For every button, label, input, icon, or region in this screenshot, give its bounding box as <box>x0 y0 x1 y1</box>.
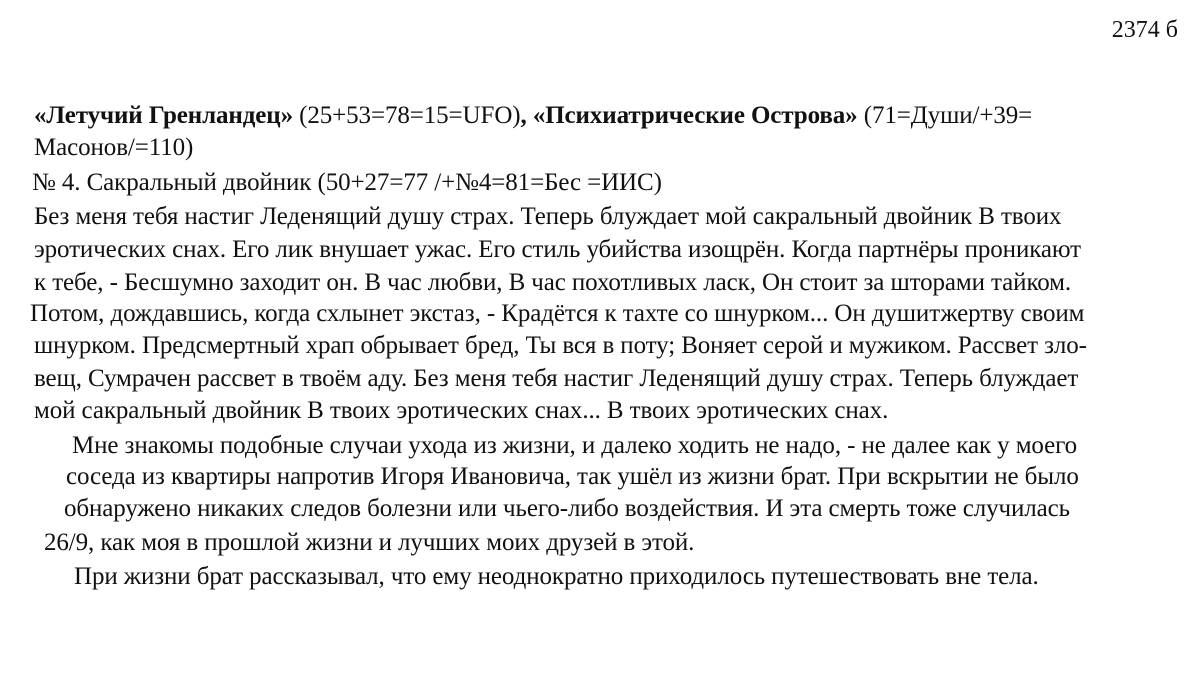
paragraph-line: 26/9, как моя в прошлой жизни и лучших моих друзей в этой. <box>44 529 695 556</box>
poem-line: шнурком. Предсмертный храп обрывает бред, Ты вся в поту; Воняет серой и мужиком. Рассвет зло- <box>34 332 1087 359</box>
poem-line: мой сакральный двойник В твоих эротических снах... В твоих эротических снах. <box>34 397 889 424</box>
poem-line: к тебе, - Бесшумно заходит он. В час любви, В час похотливых ласк, Он стоит за шторами тайком. <box>34 269 1072 296</box>
poem-line: Потом, дождавшись, когда схлынет экстаз, - Крадётся к тахте со шнурком... Он душитжертву своим <box>30 300 1085 327</box>
paragraph-line: соседа из квартиры напротив Игоря Ивановича, так ушёл из жизни брат. При вскрытии не было <box>66 463 1079 490</box>
poem-line: вещ, Сумрачен рассвет в твоём аду. Без меня тебя настиг Леденящий душу страх. Теперь блуждает <box>34 365 1079 392</box>
poem-line: эротических снах. Его лик внушает ужас. Его стиль убийства изощрён. Когда партнёры проникают <box>34 236 1081 263</box>
heading-title-2: «Психиатрические Острова» <box>532 102 858 129</box>
heading-line-1 <box>34 101 1032 131</box>
heading-formula-1: (25+53=78=15=UFO) <box>292 102 521 129</box>
poem-line: Без меня тебя настиг Леденящий душу страх. Теперь блуждает мой сакральный двойник В твоих <box>34 203 1062 230</box>
paragraph-line: обнаружено никаких следов болезни или чьего-либо воздействия. И эта смерть тоже случилась <box>64 495 1070 522</box>
paragraph-line: Мне знакомы подобные случаи ухода из жизни, и далеко ходить не надо, - не далее как у моего <box>72 432 1078 459</box>
section-title: № 4. Сакральный двойник (50+27=77 /+№4=81=Бес =ИИС) <box>32 169 662 196</box>
heading-separator: , <box>520 102 533 129</box>
heading-line-2: Масонов/=110) <box>34 134 194 161</box>
heading-title-1: «Летучий Гренландец» <box>34 102 293 129</box>
heading-formula-2: (71=Души/+39= <box>857 102 1033 129</box>
paragraph-line: При жизни брат рассказывал, что ему неоднократно приходилось путешествовать вне тела. <box>74 563 1039 590</box>
page-number: 2374 б <box>1111 17 1178 43</box>
